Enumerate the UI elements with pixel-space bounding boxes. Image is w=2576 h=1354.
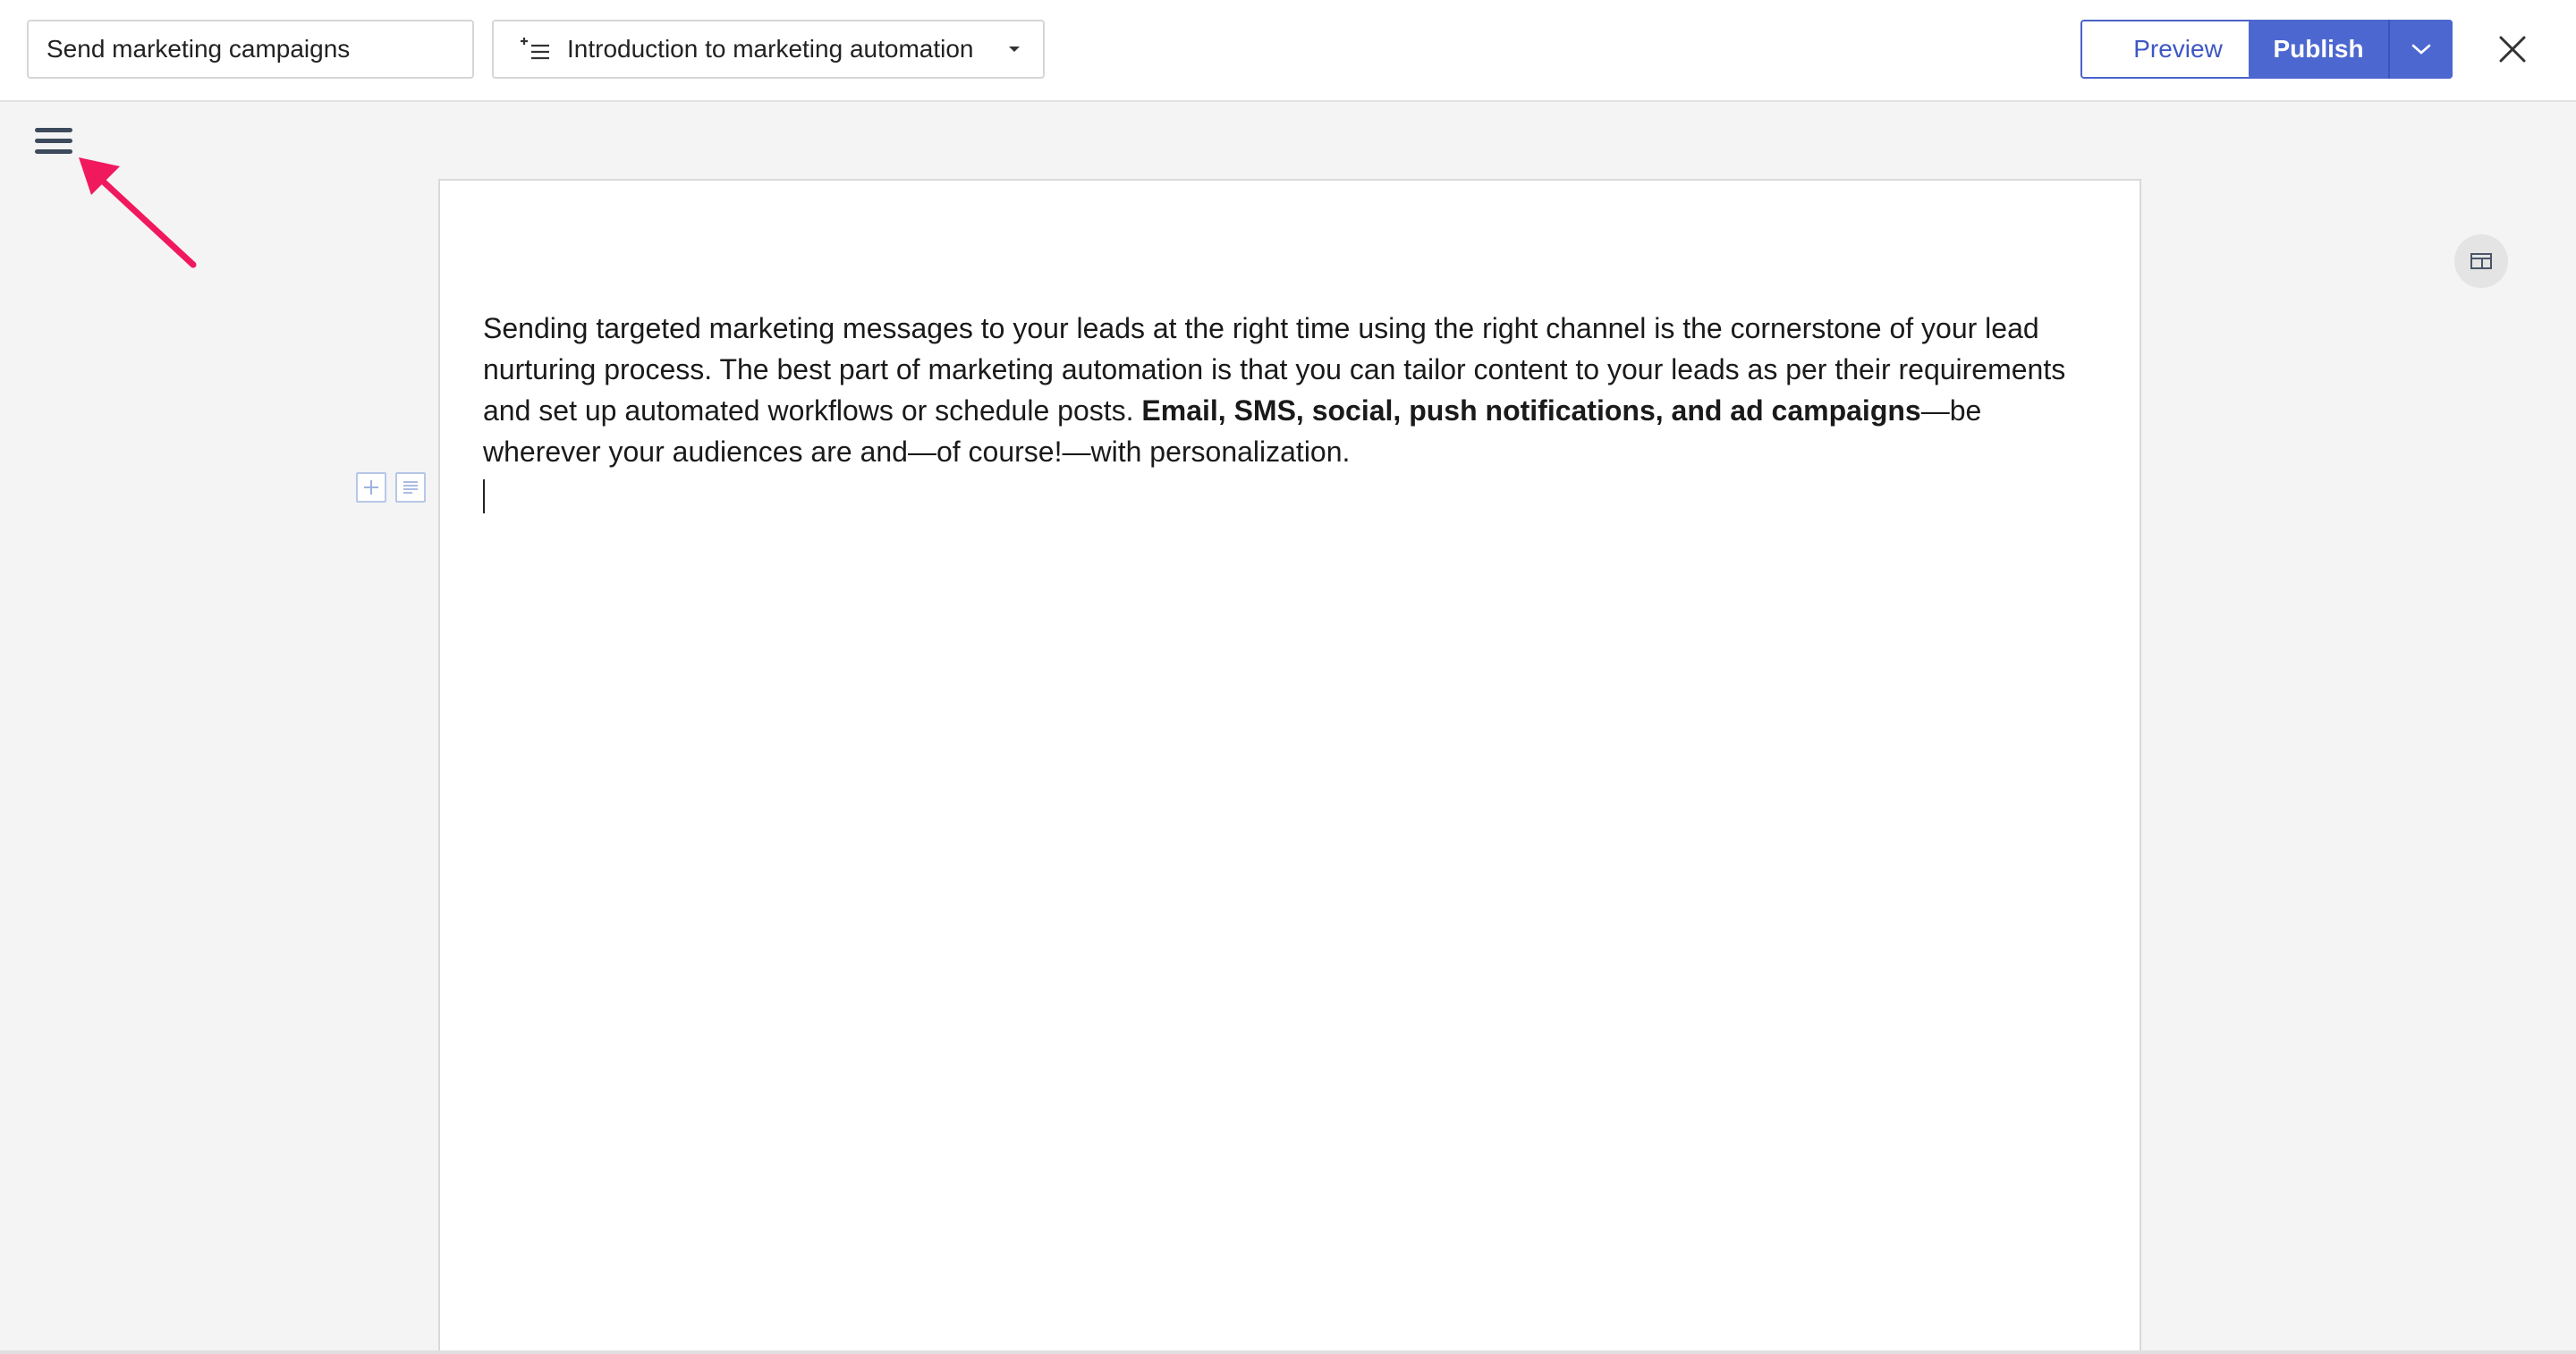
text-cursor xyxy=(483,479,485,513)
bottom-divider xyxy=(0,1350,2576,1354)
paragraph-text-end: —be wherever your audiences are and—of course!—with personalization. xyxy=(483,394,1982,468)
add-list-icon xyxy=(517,36,551,63)
layout-toggle-button[interactable] xyxy=(2454,234,2508,288)
editor-canvas[interactable] xyxy=(438,179,2141,1354)
arrow-annotation-icon xyxy=(72,150,206,275)
paragraph-block-button[interactable] xyxy=(395,472,426,503)
category-label: Introduction to marketing automation xyxy=(567,35,974,63)
paragraph-bold-text: Email, SMS, social, push notifications, and ad campaigns xyxy=(1141,394,1921,427)
layout-panel-icon xyxy=(2470,251,2493,271)
category-dropdown[interactable] xyxy=(492,20,1045,79)
top-header xyxy=(0,0,2576,102)
close-button[interactable] xyxy=(2492,29,2533,70)
chevron-down-icon xyxy=(1007,45,1021,54)
chevron-down-icon xyxy=(2411,43,2432,55)
plus-square-icon xyxy=(361,478,381,497)
publish-options-button[interactable] xyxy=(2390,20,2453,79)
hamburger-menu-icon xyxy=(33,125,74,157)
sidebar-menu-toggle[interactable] xyxy=(30,122,77,161)
publish-button[interactable]: Publish xyxy=(2249,20,2388,79)
editor-paragraph[interactable] xyxy=(483,308,2102,472)
preview-button[interactable]: Preview xyxy=(2080,20,2275,79)
close-icon xyxy=(2497,34,2528,64)
paragraph-text-start: Sending targeted marketing messages to your leads at the right time using the right channel is the cornerstone of your lead nurturing process. The best part of marketing automation is that you can tailor content to your leads as per their requirements and set up automated workflows or schedule posts. xyxy=(483,312,2066,427)
add-block-button[interactable] xyxy=(356,472,386,503)
article-title-input[interactable] xyxy=(27,20,474,79)
publish-button-group xyxy=(2249,20,2453,79)
text-lines-icon xyxy=(401,478,420,497)
block-tools xyxy=(356,472,426,503)
